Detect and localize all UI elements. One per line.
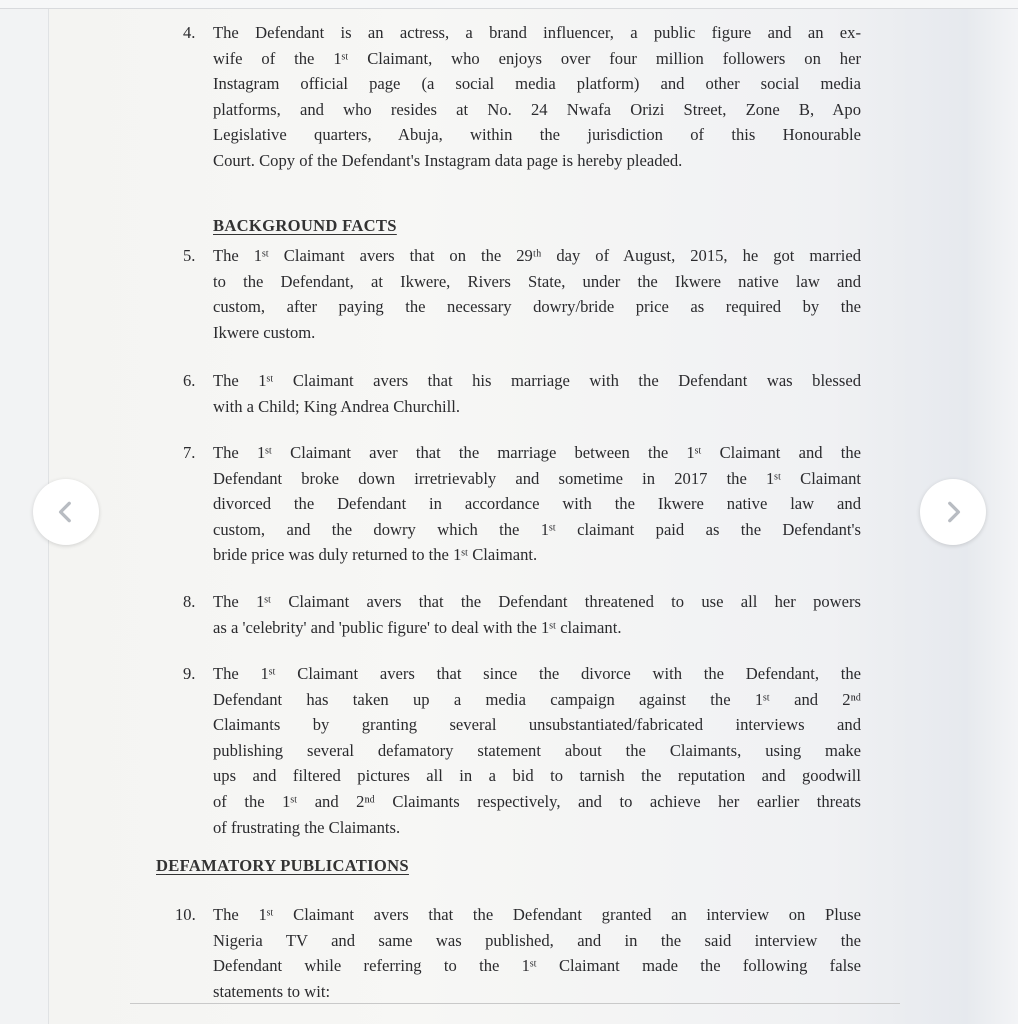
paragraph-number: 7. xyxy=(183,443,196,462)
paragraph-line: The 1ˢᵗ Claimant aver that the marriage between the 1ˢᵗ Claimant and the xyxy=(213,443,861,462)
paragraph-line: The 1ˢᵗ Claimant avers that on the 29ᵗʰ day of August, 2015, he got married xyxy=(213,246,861,265)
paragraph-line: Legislative quarters, Abuja, within the jurisdiction of this Honourable xyxy=(213,125,861,145)
paragraph-line: statements to wit: xyxy=(213,981,331,1001)
paragraph-line: Claimants by granting several unsubstantiated/fabricated interviews and xyxy=(213,715,861,735)
next-button[interactable] xyxy=(920,479,986,545)
paragraph-line: with a Child; King Andrea Churchill. xyxy=(213,396,461,416)
paragraph-line: wife of the 1ˢᵗ Claimant, who enjoys over four million followers on her xyxy=(213,48,861,68)
paragraph-line: The 1ˢᵗ Claimant avers that his marriage with the Defendant was blessed xyxy=(213,371,861,390)
paragraph-line: The Defendant is an actress, a brand influencer, a public figure and an ex- xyxy=(213,23,861,42)
paragraph-line: ups and filtered pictures all in a bid to tarnish the reputation and goodwill xyxy=(213,766,861,786)
document-page xyxy=(49,9,968,1024)
paragraph-line: custom, after paying the necessary dowry/bride price as required by the xyxy=(213,297,861,317)
paragraph-5 xyxy=(183,243,861,345)
paragraph-4 xyxy=(183,20,861,174)
paragraph-9 xyxy=(183,661,861,840)
paragraph-10 xyxy=(175,902,861,1004)
paragraph-line: divorced the Defendant in accordance with the Ikwere native law and xyxy=(213,494,861,514)
paragraph-number: 9. xyxy=(183,664,196,683)
paragraph-number: 6. xyxy=(183,371,196,390)
paragraph-line: Defendant while referring to the 1ˢᵗ Claimant made the following false xyxy=(213,956,861,976)
paragraph-line: publishing several defamatory statement about the Claimants, using make xyxy=(213,740,861,760)
heading-background-facts: BACKGROUND FACTS xyxy=(213,216,397,235)
paragraph-line: of frustrating the Claimants. xyxy=(213,817,401,837)
chevron-right-icon xyxy=(940,499,966,525)
previous-button[interactable] xyxy=(33,479,99,545)
paragraph-line: Defendant broke down irretrievably and sometime in 2017 the 1ˢᵗ Claimant xyxy=(213,468,861,488)
paragraph-line: as a 'celebrity' and 'public figure' to deal with the 1ˢᵗ claimant. xyxy=(213,617,622,637)
paragraph-number: 4. xyxy=(183,23,196,42)
paragraph-line: Nigeria TV and same was published, and in the said interview the xyxy=(213,930,861,950)
chevron-left-icon xyxy=(53,499,79,525)
paragraph-line: Instagram official page (a social media platform) and other social media xyxy=(213,74,861,94)
paragraph-number: 10. xyxy=(175,905,196,924)
paragraph-number: 8. xyxy=(183,592,196,611)
paragraph-7 xyxy=(183,440,861,568)
paragraph-line: Defendant has taken up a media campaign against the 1ˢᵗ and 2ⁿᵈ xyxy=(213,689,861,709)
paragraph-line: Ikwere custom. xyxy=(213,322,316,342)
paragraph-line: platforms, and who resides at No. 24 Nwafa Orizi Street, Zone B, Apo xyxy=(213,99,861,119)
paragraph-line: of the 1ˢᵗ and 2ⁿᵈ Claimants respectively, and to achieve her earlier threats xyxy=(213,791,861,811)
heading-defamatory-publications: DEFAMATORY PUBLICATIONS xyxy=(156,856,409,875)
paragraph-line: The 1ˢᵗ Claimant avers that the Defendant granted an interview on Pluse xyxy=(213,905,861,924)
paragraph-line: custom, and the dowry which the 1ˢᵗ claimant paid as the Defendant's xyxy=(213,519,861,539)
paragraph-line: to the Defendant, at Ikwere, Rivers State, under the Ikwere native law and xyxy=(213,271,861,291)
paragraph-line: The 1ˢᵗ Claimant avers that the Defendant threatened to use all her powers xyxy=(213,592,861,611)
paragraph-line: The 1ˢᵗ Claimant avers that since the divorce with the Defendant, the xyxy=(213,664,861,683)
paragraph-6 xyxy=(183,368,861,419)
page-bottom-rule xyxy=(130,1003,900,1004)
paragraph-number: 5. xyxy=(183,246,196,265)
paragraph-8 xyxy=(183,589,861,640)
paragraph-line: bride price was duly returned to the 1ˢᵗ Claimant. xyxy=(213,545,538,565)
paragraph-line: Court. Copy of the Defendant's Instagram data page is hereby pleaded. xyxy=(213,150,683,170)
